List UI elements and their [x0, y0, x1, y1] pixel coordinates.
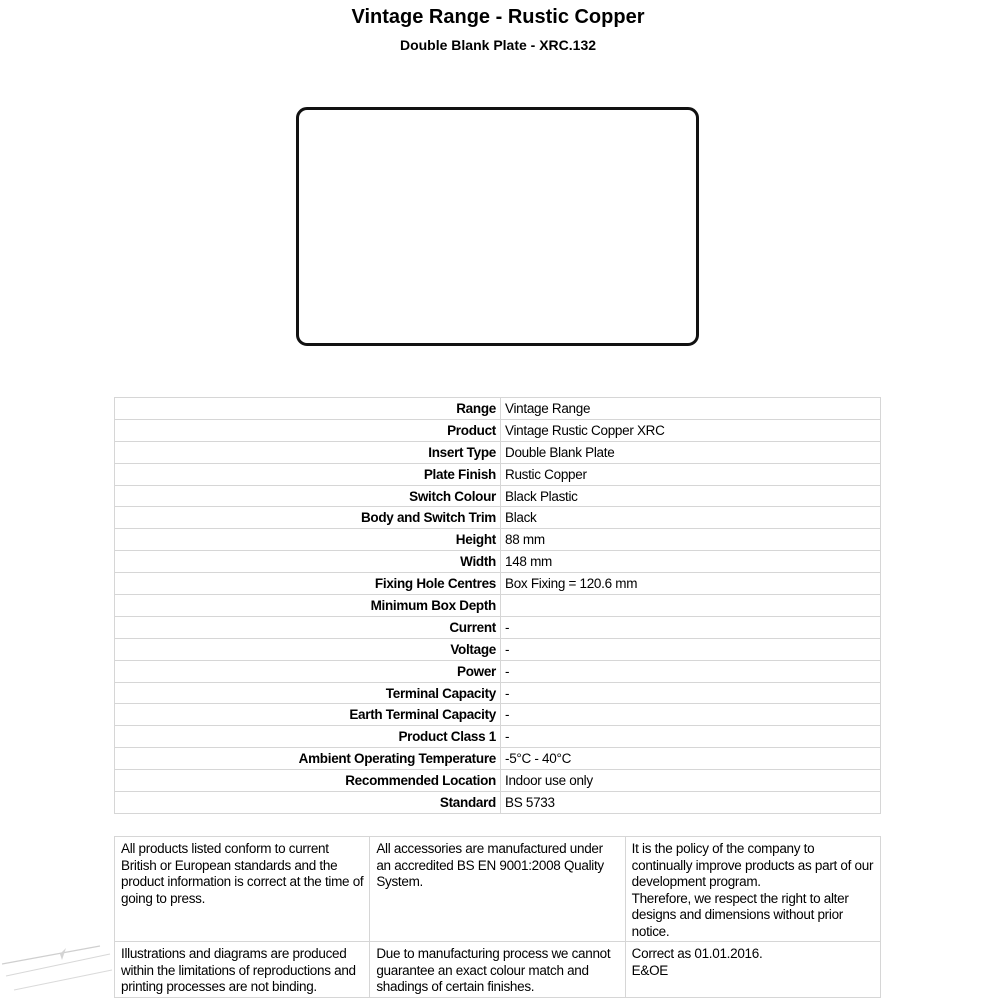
- note-accessories: All accessories are manufactured under an accredited BS EN 9001:2008 Quality System.: [370, 837, 625, 942]
- spec-row-height: [115, 529, 881, 551]
- spec-label: Standard: [115, 792, 501, 814]
- spec-value: Double Blank Plate: [501, 441, 881, 463]
- spec-label: Product Class 1: [115, 726, 501, 748]
- spec-row-insert-type: [115, 441, 881, 463]
- note-eoe: E&OE: [631, 962, 668, 978]
- spec-row-terminal-capacity: [115, 682, 881, 704]
- spec-label: Current: [115, 616, 501, 638]
- spec-row-standard: [115, 792, 881, 814]
- spec-value: -: [501, 704, 881, 726]
- specification-table: [114, 397, 881, 814]
- spec-value: Vintage Rustic Copper XRC: [501, 419, 881, 441]
- document-title: Vintage Range - Rustic Copper: [351, 6, 645, 28]
- spec-value: -: [501, 638, 881, 660]
- spec-value: -: [501, 616, 881, 638]
- spec-label: Switch Colour: [115, 485, 501, 507]
- spec-value: 88 mm: [501, 529, 881, 551]
- note-correct-as: [625, 942, 880, 998]
- disclaimer-table: [114, 836, 881, 998]
- document-subtitle: Double Blank Plate - XRC.132: [399, 37, 597, 53]
- spec-value: -5°C - 40°C: [501, 748, 881, 770]
- note-illustrations: Illustrations and diagrams are produced within the limitations of reproductions and printing processes are not binding.: [115, 942, 370, 998]
- note-policy: [625, 837, 880, 942]
- spec-label: Terminal Capacity: [115, 682, 501, 704]
- spec-value: -: [501, 660, 881, 682]
- spec-row-plate-finish: [115, 463, 881, 485]
- spec-value: Vintage Range: [501, 398, 881, 420]
- spec-label: Insert Type: [115, 441, 501, 463]
- spec-row-min-box-depth: [115, 595, 881, 617]
- spec-row-earth-terminal: [115, 704, 881, 726]
- spec-row-location: [115, 770, 881, 792]
- spec-value: 148 mm: [501, 551, 881, 573]
- spec-row-fixing-hole: [115, 573, 881, 595]
- spec-label: Height: [115, 529, 501, 551]
- spec-value: Indoor use only: [501, 770, 881, 792]
- spec-value: [501, 595, 881, 617]
- blank-plate-diagram: [296, 107, 699, 346]
- spec-value: -: [501, 726, 881, 748]
- spec-label: Recommended Location: [115, 770, 501, 792]
- note-standards: All products listed conform to current British or European standards and the product information is correct at the time of going to press.: [115, 837, 370, 942]
- note-policy-line-1: It is the policy of the company to continually improve products as part of our development program.: [631, 841, 874, 889]
- spec-row-power: [115, 660, 881, 682]
- spec-row-current: [115, 616, 881, 638]
- spec-value: Black Plastic: [501, 485, 881, 507]
- spec-label: Power: [115, 660, 501, 682]
- spec-row-voltage: [115, 638, 881, 660]
- note-correct-date: Correct as 01.01.2016.: [631, 946, 763, 961]
- spec-row-body-trim: [115, 507, 881, 529]
- spec-row-ambient-temp: [115, 748, 881, 770]
- spec-row-width: [115, 551, 881, 573]
- spec-row-switch-colour: [115, 485, 881, 507]
- spec-label: Ambient Operating Temperature: [115, 748, 501, 770]
- spec-label: Width: [115, 551, 501, 573]
- spec-label: Earth Terminal Capacity: [115, 704, 501, 726]
- spec-value: Rustic Copper: [501, 463, 881, 485]
- spec-label: Minimum Box Depth: [115, 595, 501, 617]
- note-colour-match: Due to manufacturing process we cannot guarantee an exact colour match and shadings of certain finishes.: [370, 942, 625, 998]
- spec-label: Plate Finish: [115, 463, 501, 485]
- spec-label: Body and Switch Trim: [115, 507, 501, 529]
- spec-value: -: [501, 682, 881, 704]
- spec-label: Voltage: [115, 638, 501, 660]
- spec-row-product-class: [115, 726, 881, 748]
- spec-value: Box Fixing = 120.6 mm: [501, 573, 881, 595]
- spec-label: Range: [115, 398, 501, 420]
- spec-row-product: [115, 419, 881, 441]
- spec-value: Black: [501, 507, 881, 529]
- spec-label: Fixing Hole Centres: [115, 573, 501, 595]
- decorative-swoosh: [0, 940, 118, 1000]
- spec-label: Product: [115, 419, 501, 441]
- spec-row-range: [115, 398, 881, 420]
- note-policy-line-2: Therefore, we respect the right to alter designs and dimensions without prior notice.: [631, 890, 849, 939]
- spec-value: BS 5733: [501, 792, 881, 814]
